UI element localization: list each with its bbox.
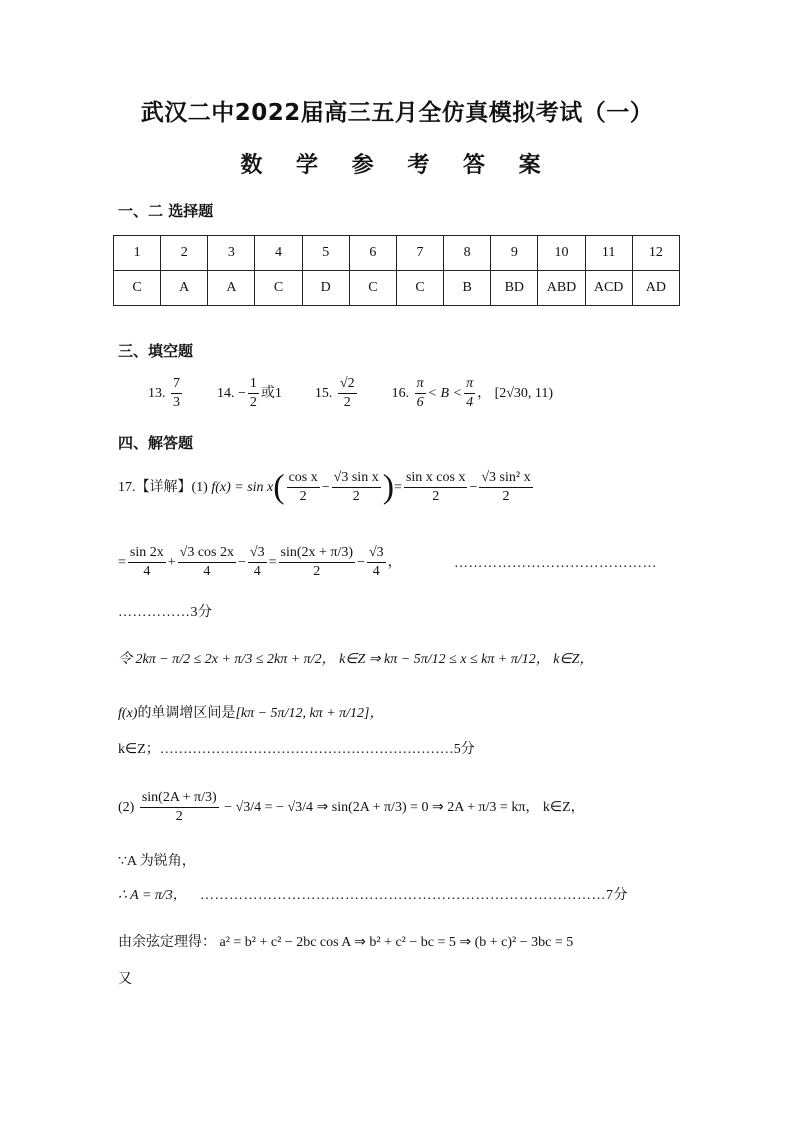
- table-cell: 12: [632, 236, 679, 271]
- problem-label: 17.【详解】(1): [118, 479, 208, 495]
- table-cell: D: [302, 271, 349, 306]
- table-cell: C: [114, 271, 161, 306]
- table-cell: 10: [538, 236, 585, 271]
- table-cell: AD: [632, 271, 679, 306]
- q14-label: 14.: [217, 385, 235, 401]
- q16-label: 16.: [391, 385, 410, 401]
- table-cell: ACD: [585, 271, 632, 306]
- q13-fraction: $\frac{7}{3}$: [173, 376, 180, 411]
- interval-label: 的单调增区间是: [137, 706, 236, 721]
- dot-leader: ……………………………………: [454, 556, 657, 571]
- score-3: ……………3分: [118, 605, 213, 620]
- table-row-answers: [114, 271, 680, 306]
- fraction: $\frac{√3}{4}$: [249, 545, 265, 580]
- fraction: $\frac{\text{cos x}}{2}$: [288, 470, 318, 505]
- document-subtitle: 数 学 参 考 答 案: [240, 153, 554, 178]
- table-cell: A: [208, 271, 255, 306]
- score-7: …………………………………………………………………………7分: [200, 888, 628, 903]
- solution-line-11: 又: [118, 972, 132, 987]
- table-cell: A: [161, 271, 208, 306]
- table-cell: 11: [585, 236, 632, 271]
- fraction: $\frac{√3}{4}$: [368, 545, 384, 580]
- solution-line-2: = $\frac{\sin 2x}{4}$ + $\frac{√3 \cos 2x}{4}$ − $\frac{√3}{4}$ = $\frac{\sin(2x + \pi/3)}{2}$ − $\frac{√3}{4}$ ，: [118, 545, 402, 580]
- q14-fraction: $\frac{1}{2}$: [249, 376, 257, 411]
- q15-fraction: $\frac{√2}{2}$: [339, 376, 355, 411]
- fraction: $\frac{\text{sin x cos x}}{2}$: [405, 470, 466, 505]
- table-cell: 2: [161, 236, 208, 271]
- fraction: $\frac{\text{√3 sin x}}{2}$: [333, 470, 379, 505]
- table-cell: 6: [349, 236, 396, 271]
- q16-separator: ，: [477, 385, 492, 401]
- solution-line-7: [118, 790, 585, 825]
- table-cell: C: [349, 271, 396, 306]
- q16-range: [2√30, 11): [494, 385, 554, 401]
- table-cell: 7: [396, 236, 443, 271]
- table-cell: 4: [255, 236, 302, 271]
- solution-line-8: ∵A 为锐角，: [118, 854, 196, 869]
- answer-table: [113, 235, 680, 306]
- q16-fraction-b: $\frac{\pi}{4}$: [466, 376, 474, 411]
- table-cell: 8: [444, 236, 491, 271]
- q15-label: 15.: [314, 385, 333, 401]
- section-heading-fill: 三、填空题: [118, 342, 194, 360]
- document-title: 武汉二中2022届高三五月全仿真模拟考试（一）: [140, 100, 654, 126]
- fraction: $\frac{\sin 2x}{4}$: [129, 545, 164, 580]
- solution-line-1: 17.【详解】(1) f(x) = sin x( $\frac{\text{cos x}}{2}$ − $\frac{\text{√3 sin x}}{2}$ )= $\frac{\text{sin x cos x}}{2}$ − $\frac{\text{√3 sin² x}}{2}$: [118, 468, 531, 506]
- fraction: $\frac{√3 \cos 2x}{4}$: [179, 545, 235, 580]
- equation-rest: − √3/4 = − √3/4 ⇒ sin(2A + π/3) = 0 ⇒ 2A + π/3 = kπ， k∈Z，: [224, 799, 585, 815]
- left-paren: (: [273, 468, 285, 506]
- q13-label: 13.: [148, 385, 166, 401]
- q16-mid: < B <: [427, 385, 463, 401]
- solution-line-9: ∴ A = π/3，: [118, 888, 187, 903]
- fraction: $\frac{\sin(2A + \pi/3)}{2}$: [141, 790, 217, 825]
- table-cell: ABD: [538, 271, 585, 306]
- fraction: $\frac{\text{√3 sin² x}}{2}$: [481, 470, 531, 505]
- table-cell: 3: [208, 236, 255, 271]
- solution-line-6: k∈Z；………………………………………………………5分: [118, 742, 475, 757]
- fill-answers-line: [148, 376, 553, 411]
- right-paren: ): [382, 468, 395, 506]
- function-def: f(x) = sin x: [211, 479, 274, 495]
- table-cell: 1: [114, 236, 161, 271]
- part-label: (2): [118, 799, 135, 815]
- solution-line-4: 令 2kπ − π/2 ≤ 2x + π/3 ≤ 2kπ + π/2， k∈Z ⇒ kπ − 5π/12 ≤ x ≤ kπ + π/12， k∈Z，: [118, 652, 594, 667]
- table-cell: C: [396, 271, 443, 306]
- table-cell: BD: [491, 271, 538, 306]
- solution-line-5: [118, 702, 384, 722]
- table-cell: 9: [491, 236, 538, 271]
- q14-rest: 或1: [260, 385, 282, 401]
- solution-line-10: 由余弦定理得： a² = b² + c² − 2bc cos A ⇒ b² + c² − bc = 5 ⇒ (b + c)² − 3bc = 5: [118, 935, 574, 950]
- section-heading-choice: 一、二 选择题: [118, 202, 214, 220]
- q14-minus: −: [238, 385, 246, 401]
- interval-value: [kπ − 5π/12, kπ + π/12]，: [235, 706, 384, 721]
- function-name: f(x): [118, 706, 138, 721]
- fraction: $\frac{\sin(2x + \pi/3)}{2}$: [280, 545, 354, 580]
- q16-fraction-a: $\frac{\pi}{6}$: [416, 376, 424, 411]
- table-row-numbers: [114, 236, 680, 271]
- section-heading-solution: 四、解答题: [118, 434, 194, 452]
- table-cell: 5: [302, 236, 349, 271]
- table-cell: C: [255, 271, 302, 306]
- table-cell: B: [444, 271, 491, 306]
